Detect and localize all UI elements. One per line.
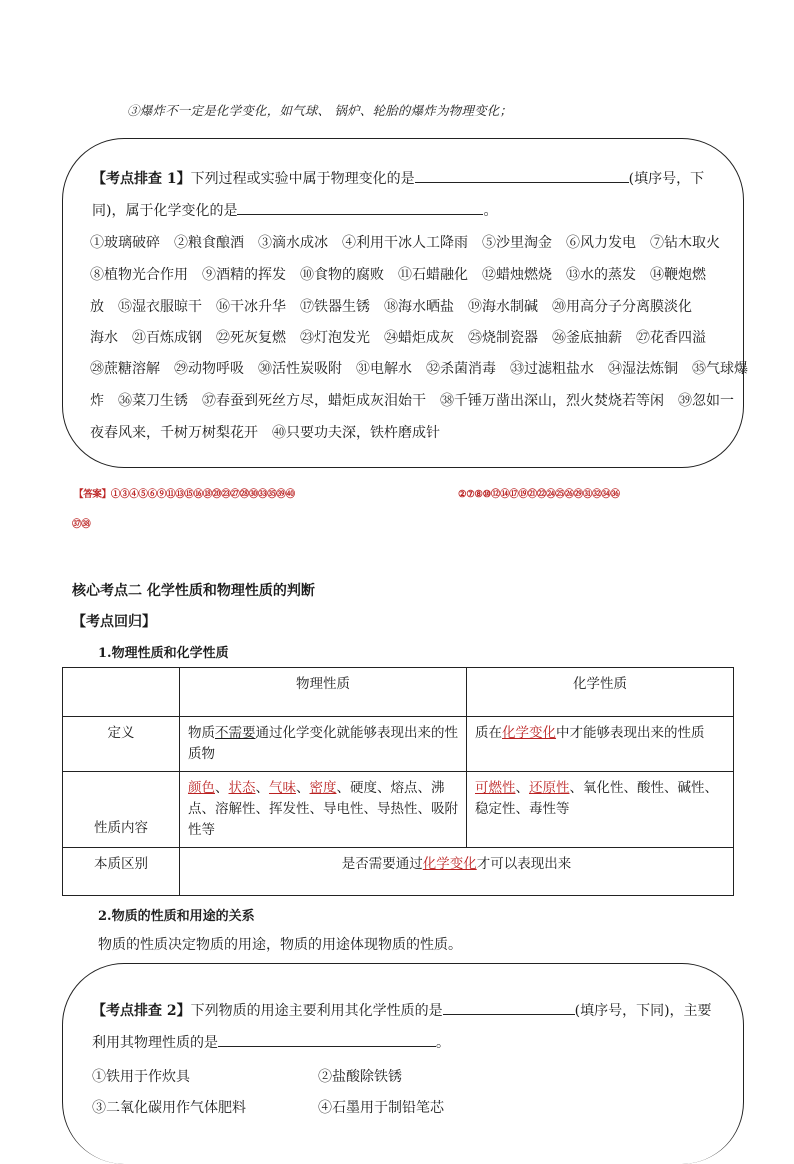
answer-blank-chemical-use[interactable] [443, 1000, 575, 1015]
answer1-label: 【答案】 [74, 489, 111, 500]
section3-sub2: 2.物质的性质和用途的关系 [98, 909, 255, 924]
table-def-chemical: 质在化学变化中才能够表现出来的性质 [467, 717, 734, 772]
table-label-essence: 本质区别 [63, 848, 180, 896]
answer1-chemical-cont: ㊲㊳ [72, 519, 91, 530]
table-content-chemical: 可燃性、还原性、氧化性、酸性、碱性、稳定性、毒性等 [467, 772, 734, 848]
section3-text: 物质的性质决定物质的用途，物质的用途体现物质的性质。 [98, 937, 462, 953]
exercise1-option-line: 炸 ㊱菜刀生锈 ㊲春蚕到死丝方尽，蜡炬成灰泪始干 ㊳千锤万凿出深山，烈火焚烧若等闲 ㊴忽如一 [90, 393, 734, 409]
answer1-line1 [74, 486, 295, 500]
answer1-physical: ①③④⑤⑥⑨⑪⑬⑮⑯⑱⑳㉓㉗㉘㉚㉝㉟㊴㊵ [110, 489, 295, 500]
table-row [63, 848, 734, 896]
section2-review: 【考点回归】 [72, 614, 156, 630]
properties-table [62, 667, 734, 896]
answer-blank-physical-use[interactable] [218, 1032, 436, 1047]
table-essence: 是否需要通过化学变化才可以表现出来 [180, 848, 734, 896]
exercise1-prompt-line1: 【考点排查 1】下列过程或实验中属于物理变化的是 (填序号，下 [92, 168, 704, 188]
table-head-physical: 物理性质 [180, 668, 467, 717]
table-row [63, 772, 734, 848]
answer1-chemical: ②⑦⑧⑩⑫⑭⑰⑲㉑㉒㉔㉕㉖㉙㉛㉜㉞㊱ [458, 489, 620, 500]
exercise1-option-line: ㉘蔗糖溶解 ㉙动物呼吸 ㉚活性炭吸附 ㉛电解水 ㉜杀菌消毒 ㉝过滤粗盐水 ㉞湿法炼铜 ㉟气球爆 [90, 361, 748, 377]
exercise1-option-line: 放 ⑮湿衣服晾干 ⑯干冰升华 ⑰铁器生锈 ⑱海水晒盐 ⑲海水制碱 ⑳用高分子分离膜淡化 [90, 299, 692, 315]
section2-sub1: 1.物理性质和化学性质 [98, 646, 229, 661]
exercise2-box [62, 963, 744, 1164]
note-explosion: ③爆炸不一定是化学变化，如气球、 锅炉、轮胎的爆炸为物理变化； [127, 103, 513, 118]
exercise1-prompt-line2: 同)，属于化学变化的是 。 [92, 200, 497, 220]
exercise2-item: ②盐酸除铁锈 [318, 1069, 402, 1085]
exercise2-item: ③二氧化碳用作气体肥料 [92, 1100, 246, 1116]
exercise2-prompt-line2: 利用其物理性质的是 。 [92, 1032, 450, 1052]
exercise2-prompt-line1: 【考点排查 2】下列物质的用途主要利用其化学性质的是 (填序号，下同)，主要 [92, 1000, 712, 1020]
exercise1-option-line: ①玻璃破碎 ②粮食酿酒 ③滴水成冰 ④利用干冰人工降雨 ⑤沙里淘金 ⑥风力发电 ⑦钻木取火 [90, 235, 720, 251]
exercise2-title: 【考点排查 2】 [92, 1003, 191, 1019]
table-label-definition: 定义 [63, 717, 180, 772]
table-head-chemical: 化学性质 [467, 668, 734, 717]
section2-heading: 核心考点二 化学性质和物理性质的判断 [72, 583, 315, 599]
table-content-physical: 颜色、状态、气味、密度、硬度、熔点、沸点、溶解性、挥发性、导电性、导热性、吸附性等 [180, 772, 467, 848]
exercise1-option-line: ⑧植物光合作用 ⑨酒精的挥发 ⑩食物的腐败 ⑪石蜡融化 ⑫蜡烛燃烧 ⑬水的蒸发 ⑭鞭炮燃 [90, 267, 706, 283]
table-row [63, 668, 734, 717]
answer-blank-physical[interactable] [415, 168, 629, 183]
table-corner [63, 668, 180, 717]
answer-blank-chemical[interactable] [237, 200, 483, 215]
table-label-content: 性质内容 [63, 772, 180, 848]
exercise1-title: 【考点排查 1】 [92, 171, 191, 187]
exercise1-option-line: 海水 ㉑百炼成钢 ㉒死灰复燃 ㉓灯泡发光 ㉔蜡炬成灰 ㉕烧制瓷器 ㉖釜底抽薪 ㉗花香四溢 [90, 330, 706, 346]
exercise1-option-line: 夜春风来，千树万树梨花开 ㊵只要功夫深，铁杵磨成针 [90, 425, 440, 441]
table-def-physical: 物质不需要通过化学变化就能够表现出来的性质物 [180, 717, 467, 772]
exercise2-item: ④石墨用于制铅笔芯 [318, 1100, 444, 1116]
table-row [63, 717, 734, 772]
exercise2-item: ①铁用于作炊具 [92, 1069, 190, 1085]
